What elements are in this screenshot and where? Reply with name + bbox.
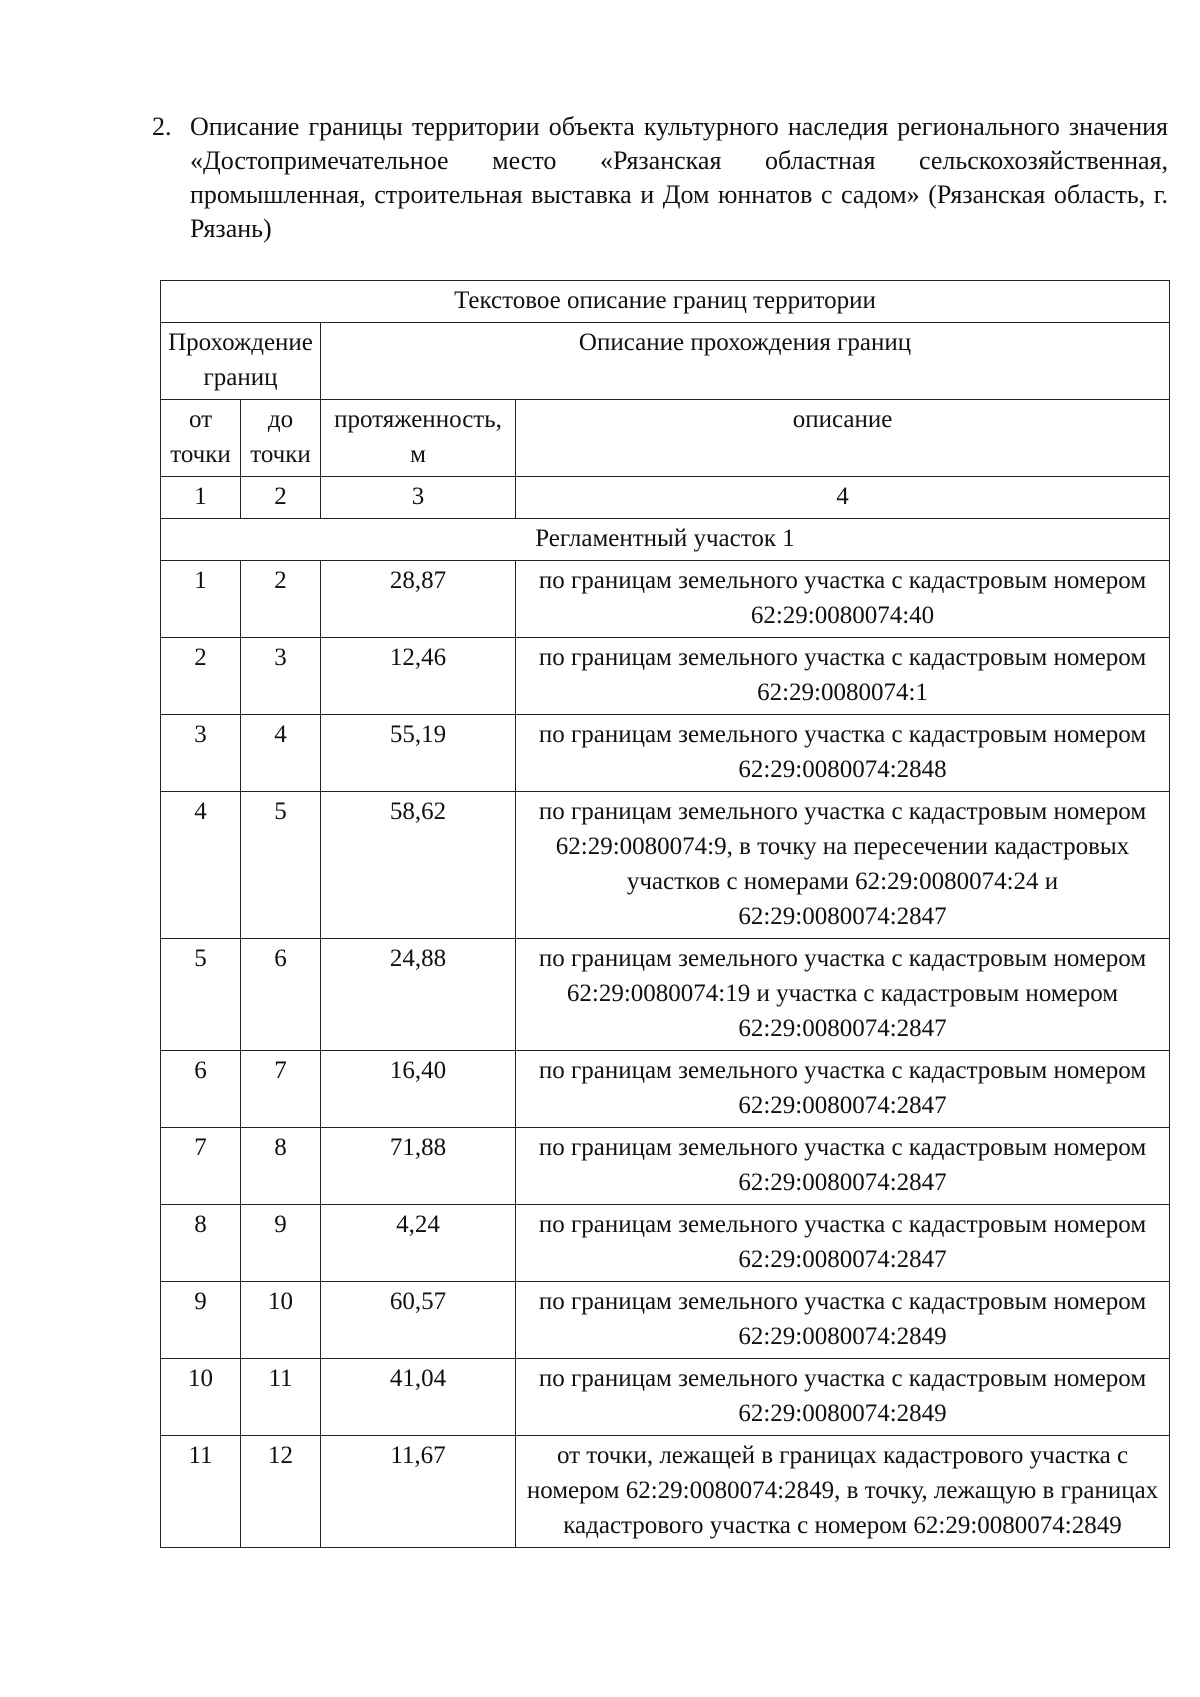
description-cell: по границам земельного участка с кадастровым номером 62:29:0080074:19 и участка с кадастровым номером 62:29:0080074:2847: [516, 939, 1170, 1051]
point-to-cell: 10: [241, 1282, 321, 1359]
point-to-cell: 12: [241, 1436, 321, 1548]
point-to-cell: 11: [241, 1359, 321, 1436]
length-cell: 71,88: [321, 1128, 516, 1205]
table-title-row: [161, 281, 1170, 323]
table-row: [161, 638, 1170, 715]
length-cell: 24,88: [321, 939, 516, 1051]
table-row: [161, 715, 1170, 792]
table-row: [161, 1282, 1170, 1359]
column-number-row: [161, 477, 1170, 519]
table-row: [161, 561, 1170, 638]
length-cell: 60,57: [321, 1282, 516, 1359]
table-row: [161, 792, 1170, 939]
description-cell: по границам земельного участка с кадастровым номером 62:29:0080074:9, в точку на пересечении кадастровых участков с номерами 62:29:0080074:24 и 62:29:0080074:2847: [516, 792, 1170, 939]
table-row: [161, 1051, 1170, 1128]
description-cell: по границам земельного участка с кадастровым номером 62:29:0080074:2849: [516, 1359, 1170, 1436]
description-cell: по границам земельного участка с кадастровым номером 62:29:0080074:40: [516, 561, 1170, 638]
description-cell: от точки, лежащей в границах кадастрового участка с номером 62:29:0080074:2849, в точку, лежащую в границах кадастрового участка с номером 62:29:0080074:2849: [516, 1436, 1170, 1548]
length-cell: 11,67: [321, 1436, 516, 1548]
length-cell: 12,46: [321, 638, 516, 715]
length-cell: 4,24: [321, 1205, 516, 1282]
point-to-cell: 5: [241, 792, 321, 939]
point-from-cell: 7: [161, 1128, 241, 1205]
length-cell: 16,40: [321, 1051, 516, 1128]
point-to-cell: 7: [241, 1051, 321, 1128]
description-cell: по границам земельного участка с кадастровым номером 62:29:0080074:2849: [516, 1282, 1170, 1359]
section-row: [161, 519, 1170, 561]
description-cell: по границам земельного участка с кадастровым номером 62:29:0080074:2847: [516, 1205, 1170, 1282]
header-length: протяженность, м: [321, 400, 516, 477]
point-to-cell: 6: [241, 939, 321, 1051]
point-from-cell: 11: [161, 1436, 241, 1548]
section-heading: [152, 110, 1168, 246]
table-row: [161, 1128, 1170, 1205]
column-number: 1: [161, 477, 241, 519]
table-row: [161, 1359, 1170, 1436]
header-passage-description: Описание прохождения границ: [321, 323, 1170, 400]
point-from-cell: 9: [161, 1282, 241, 1359]
table-row: [161, 939, 1170, 1051]
point-to-cell: 8: [241, 1128, 321, 1205]
description-cell: по границам земельного участка с кадастровым номером 62:29:0080074:2848: [516, 715, 1170, 792]
point-from-cell: 8: [161, 1205, 241, 1282]
boundary-table: [160, 280, 1170, 1548]
header-from: от точки: [161, 400, 241, 477]
header-row-1: [161, 323, 1170, 400]
point-to-cell: 9: [241, 1205, 321, 1282]
point-from-cell: 1: [161, 561, 241, 638]
column-number: 3: [321, 477, 516, 519]
description-cell: по границам земельного участка с кадастровым номером 62:29:0080074:1: [516, 638, 1170, 715]
point-to-cell: 3: [241, 638, 321, 715]
point-from-cell: 4: [161, 792, 241, 939]
length-cell: 55,19: [321, 715, 516, 792]
header-description: описание: [516, 400, 1170, 477]
column-number: 2: [241, 477, 321, 519]
heading-number: 2.: [152, 112, 172, 141]
length-cell: 28,87: [321, 561, 516, 638]
table-title: Текстовое описание границ территории: [161, 281, 1170, 323]
point-to-cell: 2: [241, 561, 321, 638]
description-cell: по границам земельного участка с кадастровым номером 62:29:0080074:2847: [516, 1051, 1170, 1128]
point-from-cell: 3: [161, 715, 241, 792]
point-from-cell: 10: [161, 1359, 241, 1436]
header-row-2: [161, 400, 1170, 477]
point-from-cell: 2: [161, 638, 241, 715]
table-row: [161, 1436, 1170, 1548]
point-from-cell: 5: [161, 939, 241, 1051]
section-title: Регламентный участок 1: [161, 519, 1170, 561]
header-passage: Прохождение границ: [161, 323, 321, 400]
length-cell: 41,04: [321, 1359, 516, 1436]
header-to: до точки: [241, 400, 321, 477]
column-number: 4: [516, 477, 1170, 519]
description-cell: по границам земельного участка с кадастровым номером 62:29:0080074:2847: [516, 1128, 1170, 1205]
heading-text: Описание границы территории объекта культурного наследия регионального значения «Достопримечательное место «Рязанская областная сельскохозяйственная, промышленная, строительная выставка и Дом юннатов с садом» (Рязанская область, г. Рязань): [190, 112, 1168, 243]
length-cell: 58,62: [321, 792, 516, 939]
point-from-cell: 6: [161, 1051, 241, 1128]
table-row: [161, 1205, 1170, 1282]
point-to-cell: 4: [241, 715, 321, 792]
